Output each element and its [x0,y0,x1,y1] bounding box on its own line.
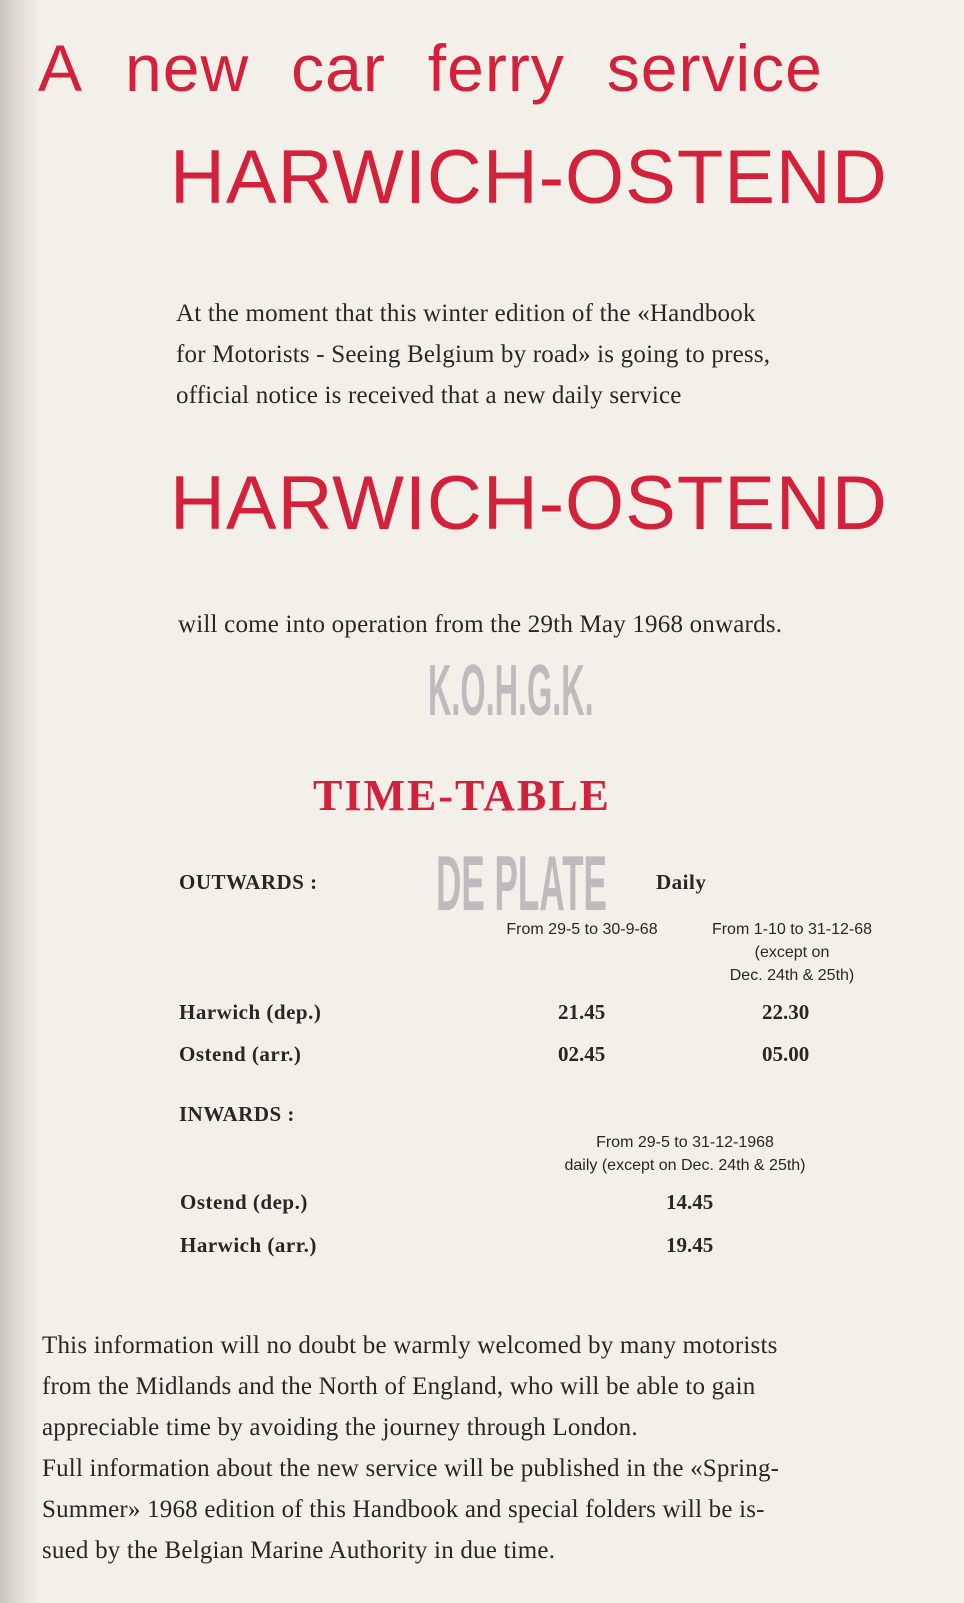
time-harwich-dep-summer: 21.45 [558,1000,606,1024]
time-ostend-arr-summer: 02.45 [558,1042,606,1066]
stamp-top: K.O.H.G.K. [428,651,594,731]
inwards-heading: INWARDS : [179,1102,295,1126]
headline-word: A [38,31,84,105]
time-ostend-arr-winter: 05.00 [762,1042,810,1066]
period-line: Dec. 24th & 25th) [729,967,855,984]
intro-line: for Motorists - Seeing Belgium by road» is going to press, [176,341,771,368]
row-label-harwich-dep: Harwich (dep.) [179,1000,322,1024]
outwards-period-winter [692,918,892,987]
intro-line: official notice is received that a new daily service [176,382,682,409]
row-label-ostend-dep: Ostend (dep.) [180,1190,308,1214]
closing-line: Full information about the new service will be published in the «Spring- [42,1455,780,1482]
period-line: daily (except on Dec. 24th & 25th) [564,1157,806,1174]
time-harwich-dep-winter: 22.30 [762,1000,810,1024]
timetable-title: TIME-TABLE [313,771,611,820]
period-line: From 29-5 to 31-12-1968 [596,1134,774,1151]
headline-word: car [291,31,386,105]
stamp-bottom: DE PLATE [436,839,607,927]
row-label-harwich-arr: Harwich (arr.) [180,1233,317,1257]
outwards-period-summer: From 29-5 to 30-9-68 [506,921,658,938]
period-line: (except on [754,944,830,961]
route-title: HARWICH-OSTEND [170,135,888,220]
time-harwich-arr: 19.45 [666,1233,714,1257]
headline-word: ferry [427,31,565,105]
intro-paragraph [176,293,896,416]
closing-line: This information will no doubt be warmly welcomed by many motorists [42,1332,778,1359]
closing-line: from the Midlands and the North of England, who will be able to gain [42,1373,756,1400]
operation-date-text: will come into operation from the 29th May 1968 onwards. [178,611,783,638]
period-line: From 1-10 to 31-12-68 [711,921,873,938]
closing-line: appreciable time by avoiding the journey through London. [42,1414,638,1441]
time-ostend-dep: 14.45 [666,1190,714,1214]
closing-paragraph [42,1325,912,1571]
daily-label: Daily [656,870,707,894]
row-label-ostend-arr: Ostend (arr.) [179,1042,302,1066]
outwards-heading: OUTWARDS : [179,870,318,894]
inwards-period [520,1131,850,1177]
route-title-repeat: HARWICH-OSTEND [170,461,888,546]
intro-line: At the moment that this winter edition of the «Handbook [176,300,756,327]
closing-line: sued by the Belgian Marine Authority in due time. [42,1537,556,1564]
closing-line: Summer» 1968 edition of this Handbook and special folders will be is- [42,1496,765,1523]
headline-word: new [125,31,250,105]
book-spine-shadow [0,0,40,1603]
headline-word: service [606,31,823,105]
headline [38,30,823,106]
